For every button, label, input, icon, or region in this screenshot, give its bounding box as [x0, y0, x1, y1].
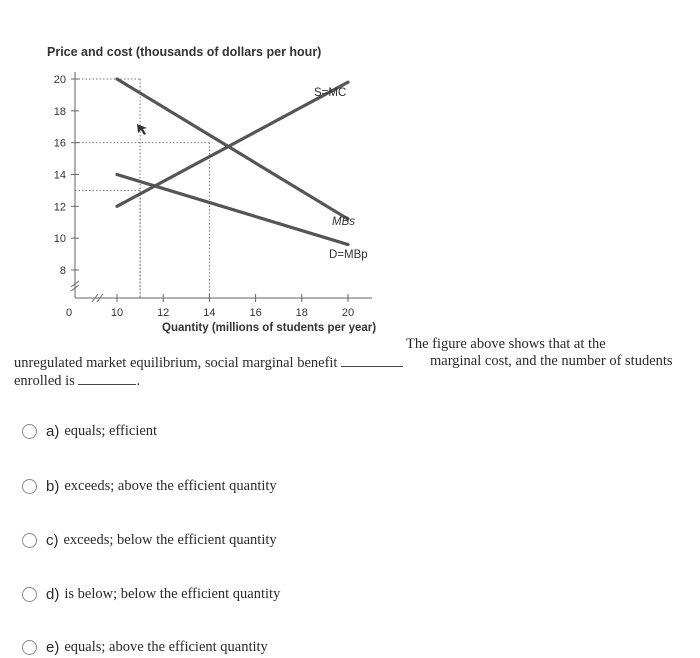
x-tick-label-3: 16	[249, 307, 262, 319]
option-c-letter: c)	[46, 532, 59, 549]
option-d-text: is below; below the efficient quantity	[64, 586, 281, 602]
radio-button-b[interactable]	[22, 479, 37, 494]
option-b[interactable]	[22, 478, 277, 495]
cursor-arrow-icon	[137, 124, 147, 135]
radio-button-c[interactable]	[22, 533, 37, 548]
blank-1	[341, 354, 403, 367]
question-prompt-right	[398, 336, 698, 370]
radio-button-d[interactable]	[22, 587, 37, 602]
option-d-letter: d)	[46, 586, 60, 603]
x-tick-label-5: 20	[341, 307, 355, 319]
blank-2	[78, 372, 136, 385]
series-label-2: D=MBp	[329, 249, 368, 261]
option-d[interactable]	[22, 586, 280, 603]
series-label-1: MBs	[332, 216, 355, 228]
y-tick-label-3: 14	[53, 169, 66, 182]
option-a-text: equals; efficient	[64, 423, 158, 439]
series-label-0: S=MC	[314, 87, 347, 99]
radio-button-e[interactable]	[22, 640, 37, 655]
question-left-text: unregulated market equilibrium, social marginal benefit	[14, 355, 338, 371]
y-tick-label-6: 20	[53, 74, 66, 86]
option-a-letter: a)	[46, 423, 60, 440]
x-tick-label-4: 18	[295, 307, 308, 319]
question-period: .	[136, 373, 141, 389]
option-e[interactable]	[22, 639, 268, 656]
option-e-text: equals; above the efficient quantity	[64, 639, 268, 655]
question-line-1: The figure above shows that at the	[406, 336, 606, 352]
option-a[interactable]	[22, 423, 157, 440]
x-zero-label: 0	[65, 307, 73, 319]
y-tick-label-2: 12	[53, 201, 66, 214]
series-line-d-mbp	[117, 175, 348, 245]
option-b-letter: b)	[46, 478, 60, 495]
x-tick-label-0: 10	[110, 307, 124, 319]
y-tick-label-0: 8	[59, 265, 66, 277]
y-tick-label-4: 16	[53, 137, 66, 150]
option-c-text: exceeds; below the efficient quantity	[63, 532, 277, 548]
y-tick-label-1: 10	[53, 233, 66, 246]
question-left-line2: enrolled is	[14, 373, 75, 389]
option-b-text: exceeds; above the efficient quantity	[64, 478, 277, 494]
y-tick-label-5: 18	[53, 105, 66, 118]
option-c[interactable]	[22, 532, 277, 549]
question-line-2: marginal cost, and the number of students	[430, 353, 673, 369]
question-prompt-left	[14, 354, 404, 390]
option-e-letter: e)	[46, 639, 60, 656]
x-tick-label-1: 12	[157, 307, 170, 319]
x-tick-label-2: 14	[203, 307, 216, 319]
radio-button-a[interactable]	[22, 424, 37, 439]
x-axis-label: Quantity (millions of students per year)	[162, 322, 377, 334]
y-axis-label: Price and cost (thousands of dollars per hour)	[47, 45, 322, 59]
